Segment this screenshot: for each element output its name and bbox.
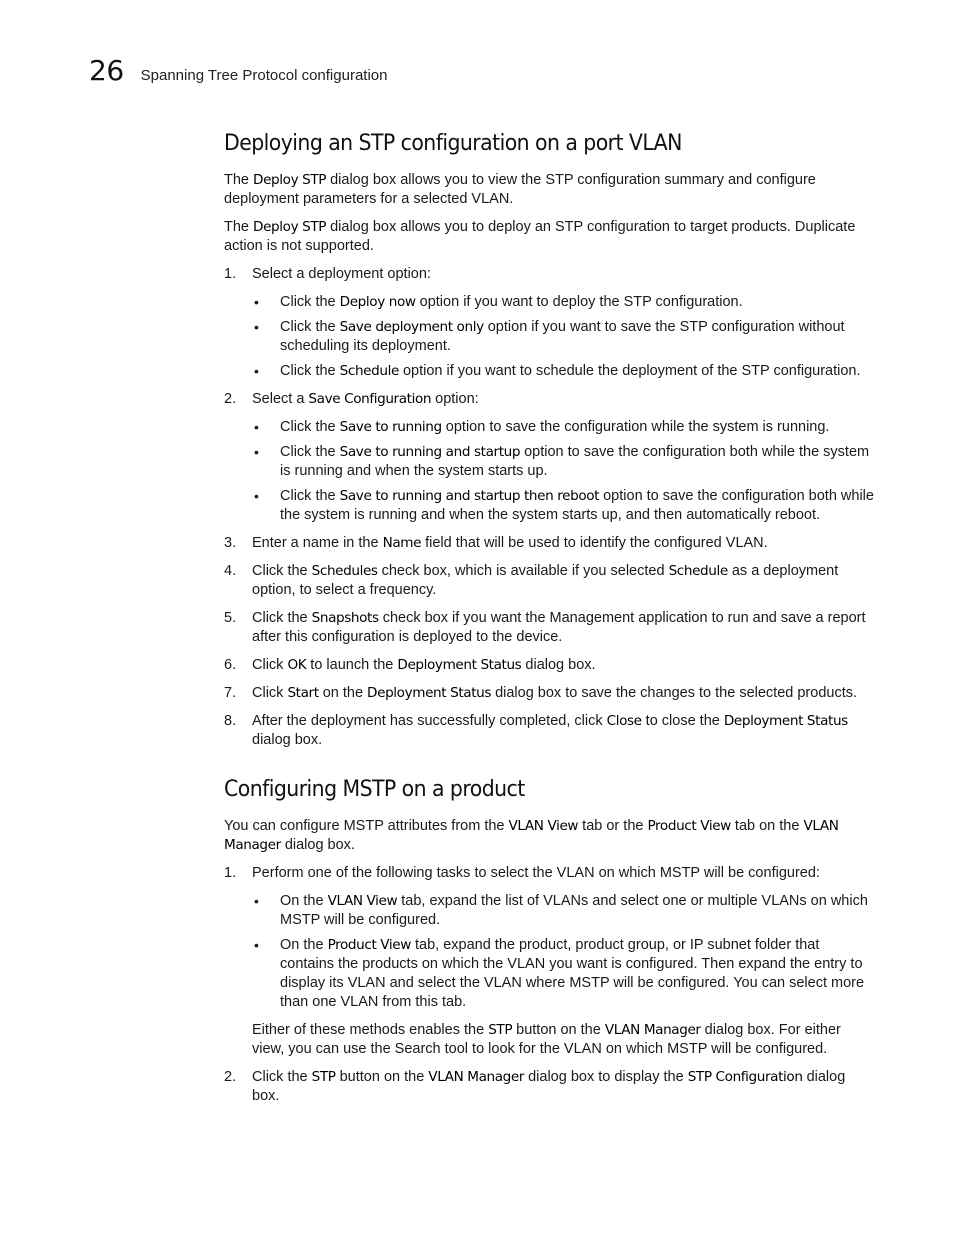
step-item: 1. Perform one of the following tasks to select the VLAN on which MSTP will be configured: • On the VLAN View tab, expand the list of VLANs and select one or multiple VLANs on which MSTP will be configured. • On the Product View tab, expand the product, product group, or IP subnet folder that contains the products on which the VLAN you want is configured. Then expand the entry to display its VLAN and select the VLAN where MSTP will be configured. You can select more than one VLAN from this tab. Either of these methods enables the STP button on the VLAN Manager dialog box. For either view, you can use the Search tool to look for the VLAN on which MSTP will be configured. [224,864,874,1059]
section-heading-deploying-stp: Deploying an STP configuration on a port VLAN [224,131,682,156]
steps-list [224,265,874,750]
bullet-icon: • [254,363,259,379]
bullet-icon: • [254,937,259,953]
ui-term: Snapshots [311,610,379,626]
page-content [224,131,874,1106]
bullet-item: • Click the Deploy now option if you want to deploy the STP configuration. [254,294,743,310]
ui-term: Schedules [311,563,378,579]
bullet-icon: • [254,444,259,460]
step-item: 5. Click the Snapshots check box if you want the Management application to run and save a report after this configuration is deployed to the device. [224,610,866,645]
ui-term: Deploy STP [253,219,327,235]
page-header [89,54,387,87]
ui-term: VLAN View [327,893,398,909]
ui-term: OK [287,657,307,673]
chapter-title: Spanning Tree Protocol configuration [140,67,388,84]
bullet-item: • Click the Schedule option if you want to schedule the deployment of the STP configuration. [254,363,861,379]
step-item: 2. Click the STP button on the VLAN Manager dialog box to display the STP Configuration dialog box. [224,1069,846,1104]
ui-term: Product View [327,937,411,953]
ui-term: Save to running [339,419,442,435]
paragraph: The Deploy STP dialog box allows you to deploy an STP configuration to target products. Duplicate action is not supported. [224,219,856,254]
ui-term: Schedule [339,363,399,379]
ui-term: VLAN View [508,818,579,834]
ui-term: Deployment Status [367,685,492,701]
step-item: 7. Click Start on the Deployment Status dialog box to save the changes to the selected products. [224,685,858,701]
step-item: 2. Select a Save Configuration option: • Click the Save to running option to save the configuration while the system is running. • Click the Save to running and startup option to save the configuration both while the system is running and when the system starts up. • Click the Save to running and startup then reboot option to save the configuration both while the system is running and when the system starts up, and then automatically reboot. [224,391,874,523]
section-heading-configuring-mstp: Configuring MSTP on a product [224,777,525,802]
ui-term: Name [382,535,422,551]
ui-term: VLAN Manager [604,1022,701,1038]
bullet-list [252,892,874,1012]
bullet-item: • On the Product View tab, expand the product, product group, or IP subnet folder that contains the products on which the VLAN you want is configured. Then expand the entry to display its VLAN and select the VLAN where MSTP will be configured. You can select more than one VLAN from this tab. [254,937,865,1010]
bullet-icon: • [254,488,259,504]
step-item: 1. Select a deployment option: • Click the Deploy now option if you want to deploy the STP configuration. • Click the Save deployment only option if you want to save the STP configuration without scheduling its deployment. • Click the Schedule option if you want to schedule the deployment of the STP configuration. [224,265,874,381]
step-note: Either of these methods enables the STP button on the VLAN Manager dialog box. For either view, you can use the Search tool to look for the VLAN on which MSTP will be configured. [252,1022,841,1057]
ui-term: VLAN Manager [428,1069,525,1085]
paragraph: You can configure MSTP attributes from the VLAN View tab or the Product View tab on the VLAN Manager dialog box. [224,818,839,853]
ui-term: Deployment Status [397,657,522,673]
bullet-item: • Click the Save to running and startup option to save the configuration both while the system is running and when the system starts up. [254,444,870,479]
bullet-item: • Click the Save deployment only option if you want to save the STP configuration without scheduling its deployment. [254,319,845,354]
ui-term: Save to running and startup [339,444,521,460]
bullet-icon: • [254,294,259,310]
bullet-item: • Click the Save to running option to save the configuration while the system is running. [254,419,830,435]
chapter-number: 26 [89,54,124,87]
bullet-icon: • [254,319,259,335]
bullet-item: • On the VLAN View tab, expand the list of VLANs and select one or multiple VLANs on which MSTP will be configured. [254,893,868,928]
ui-term: Close [606,713,642,729]
ui-term: Save to running and startup then reboot [339,488,600,504]
bullet-icon: • [254,893,259,909]
ui-term: Deploy now [339,294,416,310]
steps-list [224,864,874,1106]
bullet-icon: • [254,419,259,435]
ui-term: Deploy STP [253,172,327,188]
ui-term: Save deployment only [339,319,484,335]
bullet-list [252,418,874,525]
ui-term: Deployment Status [723,713,848,729]
paragraph: The Deploy STP dialog box allows you to view the STP configuration summary and configure deployment parameters for a selected VLAN. [224,172,816,207]
ui-term: STP [311,1069,336,1085]
bullet-list [252,293,874,381]
ui-term: Save Configuration [308,391,432,407]
ui-term: VLAN Manager [224,818,839,853]
bullet-item: • Click the Save to running and startup then reboot option to save the configuration both while the system is running and when the system starts up, and then automatically reboot. [254,488,874,523]
ui-term: STP Configuration [687,1069,803,1085]
step-item: 6. Click OK to launch the Deployment Status dialog box. [224,657,596,673]
ui-term: STP [488,1022,513,1038]
ui-term: Product View [647,818,731,834]
step-item: 4. Click the Schedules check box, which is available if you selected Schedule as a deployment option, to select a frequency. [224,563,839,598]
step-item: 3. Enter a name in the Name field that will be used to identify the configured VLAN. [224,535,768,551]
ui-term: Start [287,685,319,701]
step-item: 8. After the deployment has successfully completed, click Close to close the Deployment Status dialog box. [224,713,848,748]
ui-term: Schedule [668,563,728,579]
